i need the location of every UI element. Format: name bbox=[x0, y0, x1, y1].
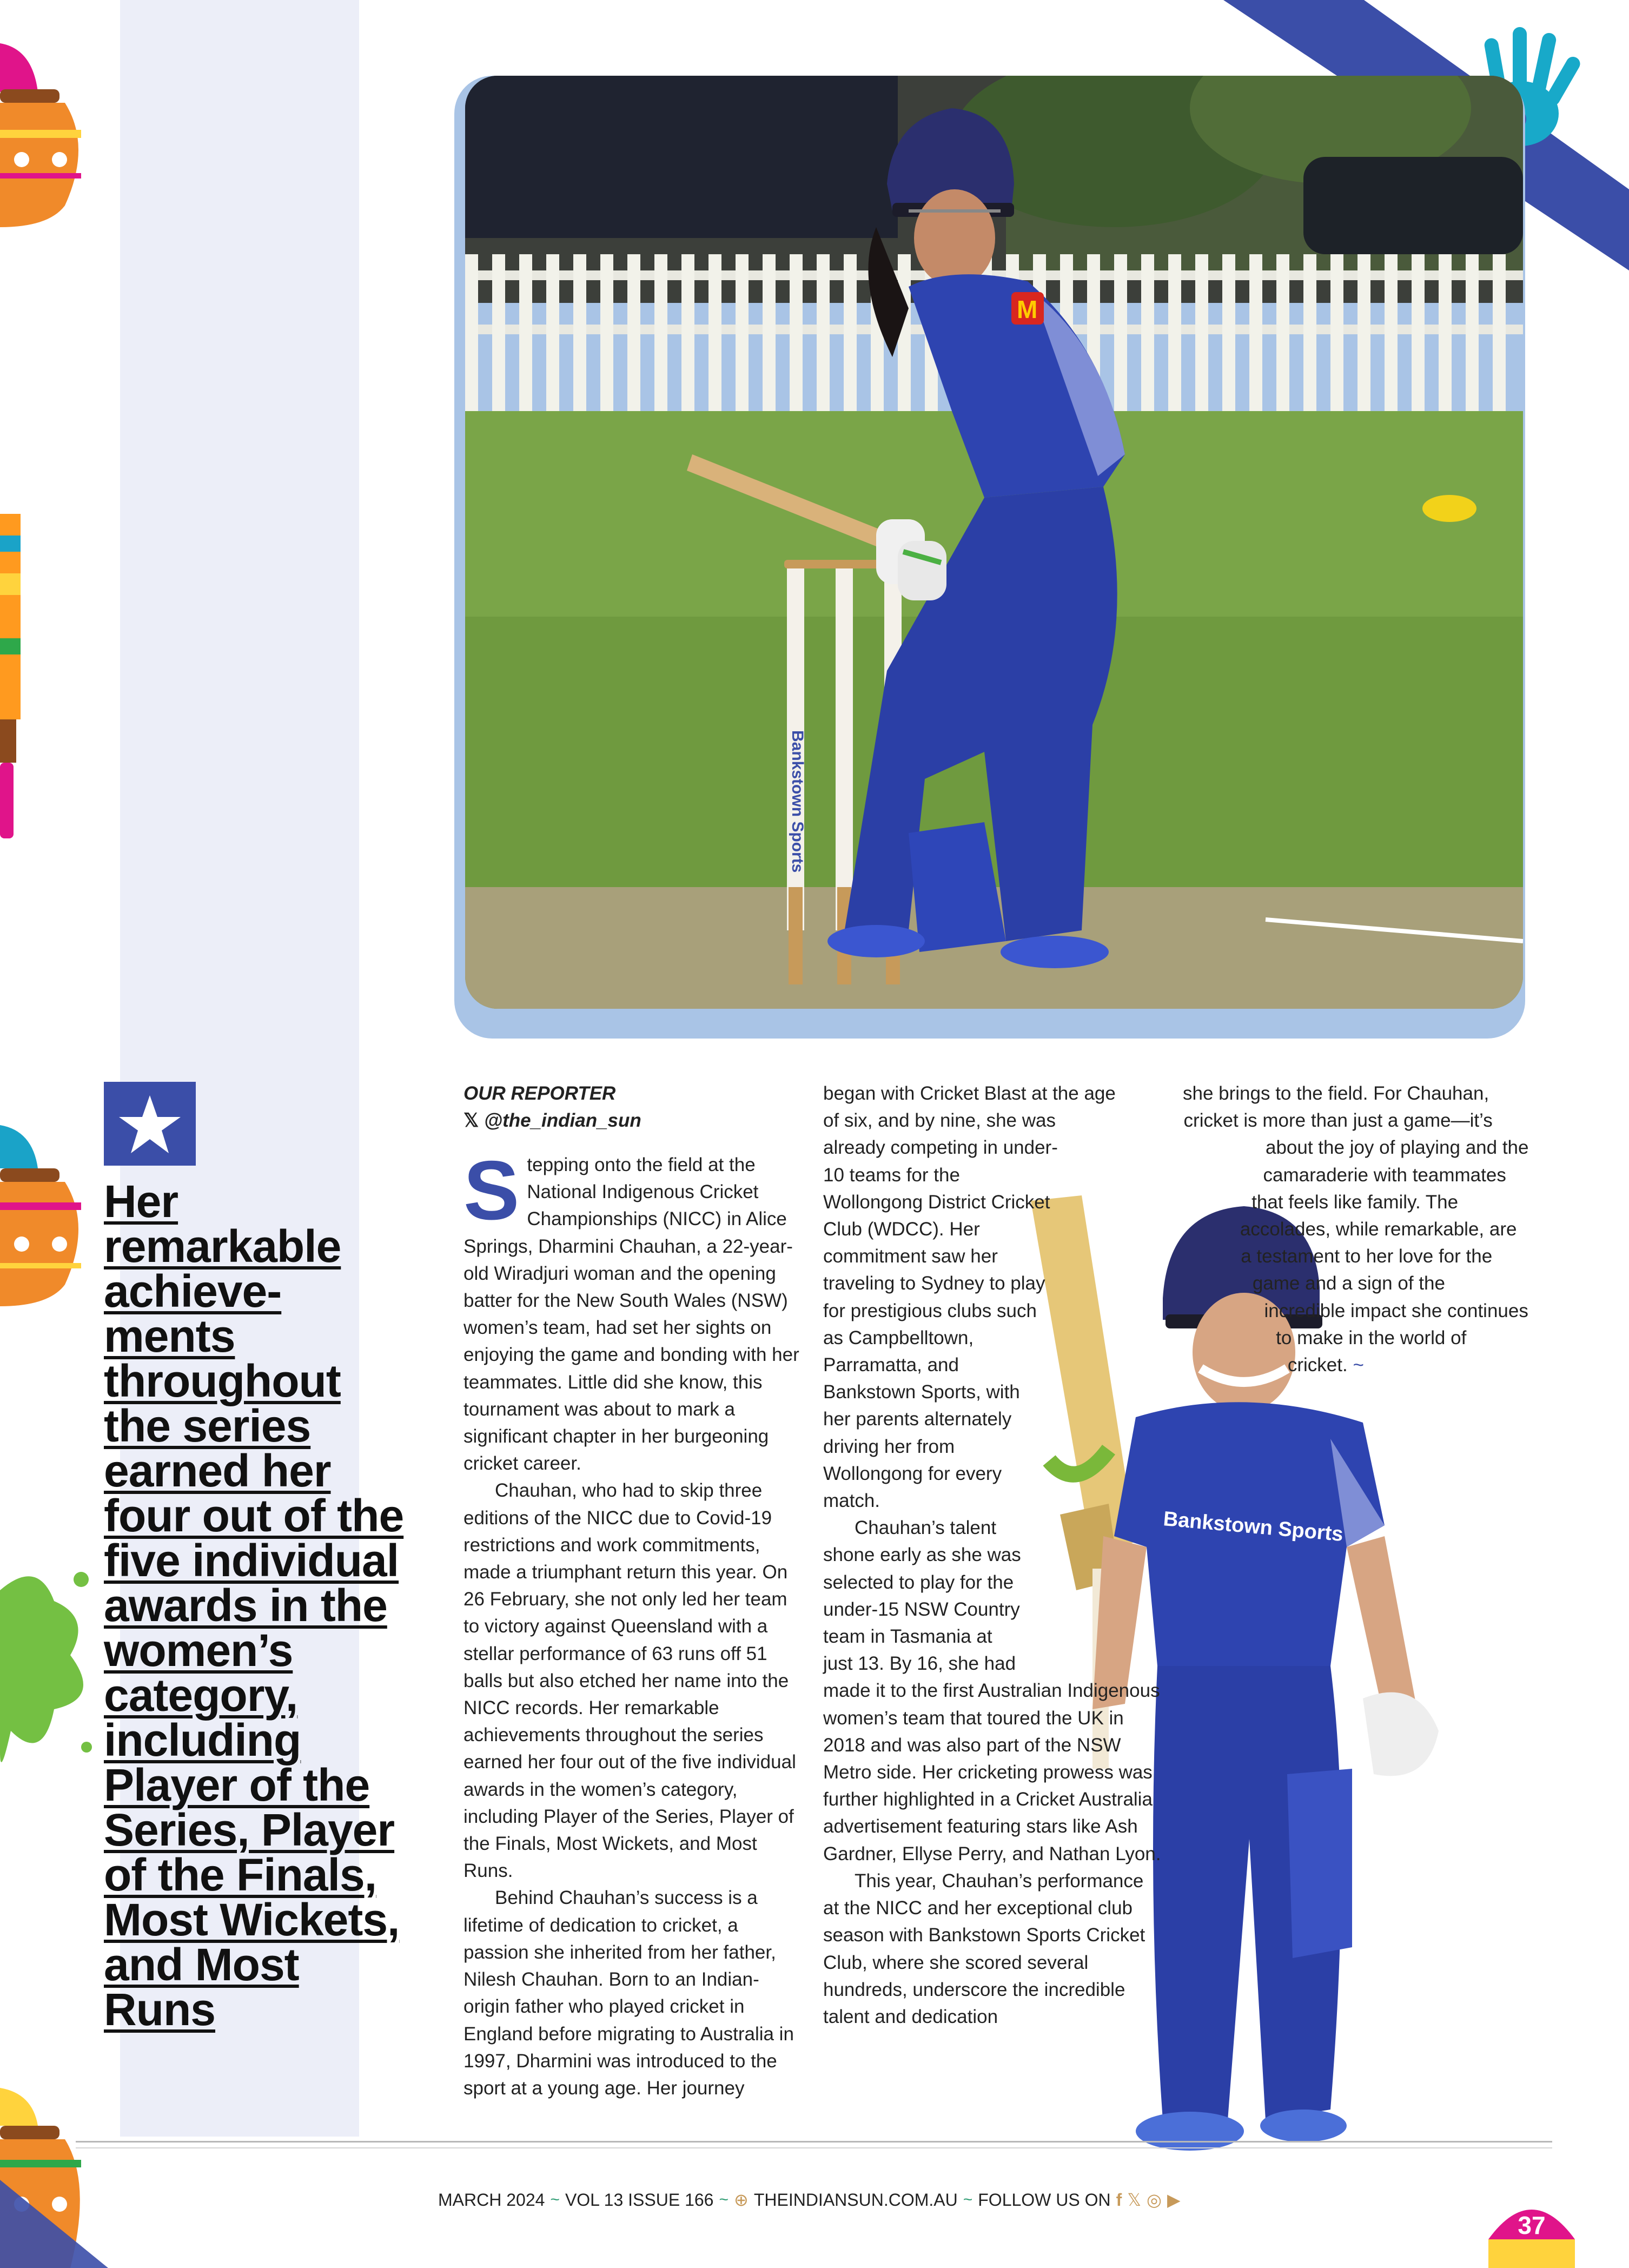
star-icon bbox=[104, 1082, 196, 1166]
paragraph: Chauhan’s talent shone early as she was selected to play for the under-15 NSW Country team in Tasmania at just 13. By 16, she had made it to the first Australian Indigenous women’s team that toured the UK in 2018 and was also part of the NSW Metro side. Her cricketing prowess was further highlighted in a Cricket Australia advertisement featuring stars like Ash Gardner, Ellyse Perry, and Nathan Lyon. bbox=[823, 1517, 1161, 1864]
end-mark-icon: ~ bbox=[1353, 1354, 1364, 1376]
footer-date: MARCH 2024 bbox=[438, 2190, 545, 2210]
footer-issue: VOL 13 ISSUE 166 bbox=[565, 2190, 714, 2210]
byline-handle[interactable] bbox=[463, 1107, 804, 1134]
footer-rule bbox=[76, 2141, 1552, 2143]
star-badge bbox=[104, 1082, 196, 1166]
article-column-1 bbox=[463, 1080, 804, 2102]
separator-icon: ~ bbox=[550, 2191, 560, 2209]
batter-photo bbox=[465, 76, 1523, 1009]
facebook-icon[interactable]: f bbox=[1116, 2190, 1122, 2210]
svg-text:Bankstown Sports: Bankstown Sports bbox=[789, 730, 806, 873]
x-icon[interactable]: 𝕏 bbox=[1127, 2190, 1142, 2210]
globe-icon: ⊕ bbox=[734, 2190, 749, 2210]
pull-quote: Her remarkable achieve-ments throughout the series earned her four out of the five individual awards in the women’s category, including Player of the Series, Player of the Finals, Most Wickets, and Most Runs bbox=[104, 1176, 404, 2035]
byline-handle-text: @the_indian_sun bbox=[484, 1110, 641, 1131]
footer-site[interactable]: THEINDIANSUN.COM.AU bbox=[753, 2190, 958, 2210]
paragraph: Chauhan, who had to skip three editions of the NICC due to Covid-19 restrictions and work commitments, made a triumphant return this year. On 26 February, she not only led her team to victory against Queensland with a stellar performance of 63 runs off 51 balls but also etched her name into the NICC records. Her remarkable achievements throughout the series earned her four out of the five individual awards in the women’s category, including Player of the Series, Player of the Finals, Most Wickets, and Most Runs. bbox=[463, 1480, 796, 1882]
paragraph: Behind Chauhan’s success is a lifetime of dedication to cricket, a passion she inherited from her father, Nilesh Chauhan. Born to an Indian-origin father who played cricket in England before migrating to Australia in 1997, Dharmini was introduced to the sport at a young age. Her journey bbox=[463, 1887, 794, 2099]
page-number-badge bbox=[1488, 2180, 1575, 2268]
x-icon: 𝕏 bbox=[463, 1110, 479, 1131]
paragraph: began with Cricket Blast at the age of six, and by nine, she was already competing in under-10 teams for the Wollongong District Cricket Club (WDCC). Her commitment saw her traveling to Sydney to play for prestigious clubs such as Campbelltown, Parramatta, and Bankstown Sports, with her parents alternately driving her from Wollongong for every match. bbox=[823, 1083, 1116, 1512]
separator-icon: ~ bbox=[963, 2191, 973, 2209]
byline-author: OUR REPORTER bbox=[463, 1083, 616, 1104]
article-column-2 bbox=[823, 1080, 1164, 2031]
footer bbox=[438, 2190, 1181, 2210]
svg-text:Bankstown Sports: Bankstown Sports bbox=[1162, 1507, 1345, 1546]
drop-cap: S bbox=[463, 1143, 520, 1237]
youtube-icon[interactable]: ▶ bbox=[1167, 2190, 1181, 2210]
holi-decorations bbox=[0, 0, 108, 2268]
instagram-icon[interactable]: ◎ bbox=[1147, 2190, 1162, 2210]
article-column-3 bbox=[1183, 1080, 1529, 1502]
paragraph: This year, Chauhan’s performance at the NICC and her exceptional club season with Bankstown Sports Cricket Club, where she scored several hundreds, underscore the incredible talent and dedication bbox=[823, 1870, 1145, 2027]
svg-text:M: M bbox=[1017, 295, 1038, 323]
paragraph: Stepping onto the field at the National Indigenous Cricket Championships (NICC) in Alice Springs, Dharmini Chauhan, a 22-year-old Wiradjuri woman and the opening batter for the New South Wales (NSW) women’s team, had set her sights on enjoying the game and bonding with her teammates. Little did she know, this tournament was about to mark a significant chapter in her burgeoning cricket career. bbox=[463, 1143, 799, 1474]
footer-rule bbox=[76, 2147, 1552, 2148]
paragraph: she brings to the field. For Chauhan, cricket is more than just a game—it’s about the joy of playing and the camaraderie with teammates that feels like family. The accolades, while remarkable, are a testament to her love for the game and a sign of the incredible impact she continues to make in the world of cricket. ~ bbox=[1183, 1083, 1529, 1376]
separator-icon: ~ bbox=[719, 2191, 729, 2209]
page-number: 37 bbox=[1518, 2211, 1546, 2239]
footer-follow: FOLLOW US ON bbox=[978, 2190, 1111, 2210]
